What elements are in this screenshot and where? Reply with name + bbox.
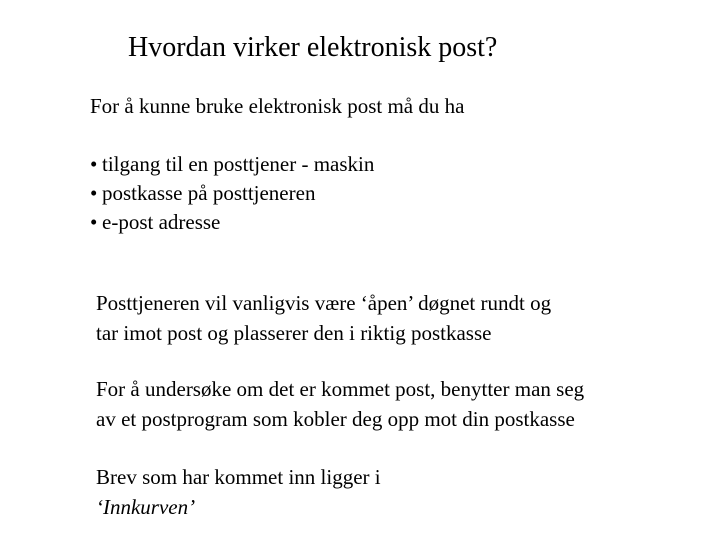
paragraph-line: For å undersøke om det er kommet post, benytter man seg — [96, 377, 585, 401]
list-item-text: tilgang til en posttjener - maskin — [102, 152, 375, 176]
list-item-text: postkasse på posttjeneren — [102, 181, 316, 205]
bullet-icon: • — [90, 210, 98, 234]
bullet-icon: • — [90, 152, 98, 176]
list-item — [90, 208, 374, 237]
list-item — [90, 150, 374, 179]
list-item — [90, 179, 374, 208]
requirements-list — [90, 150, 374, 237]
page-title: Hvordan virker elektronisk post? — [128, 32, 498, 63]
paragraph-line: tar imot post og plasserer den i riktig postkasse — [96, 321, 492, 345]
server-paragraph — [96, 288, 551, 348]
paragraph-text: Brev som har kommet inn ligger i — [96, 465, 381, 489]
paragraph-line — [96, 462, 381, 522]
inbox-emphasis: ‘Innkurven’ — [96, 495, 196, 519]
bullet-icon: • — [90, 181, 98, 205]
mail-program-paragraph — [96, 374, 584, 434]
intro-text: For å kunne bruke elektronisk post må du ha — [90, 94, 465, 118]
paragraph-line: av et postprogram som kobler deg opp mot din postkasse — [96, 407, 575, 431]
inbox-paragraph — [96, 462, 381, 522]
paragraph-line: Posttjeneren vil vanligvis være ‘åpen’ døgnet rundt og — [96, 291, 552, 315]
list-item-text: e-post adresse — [102, 210, 221, 234]
